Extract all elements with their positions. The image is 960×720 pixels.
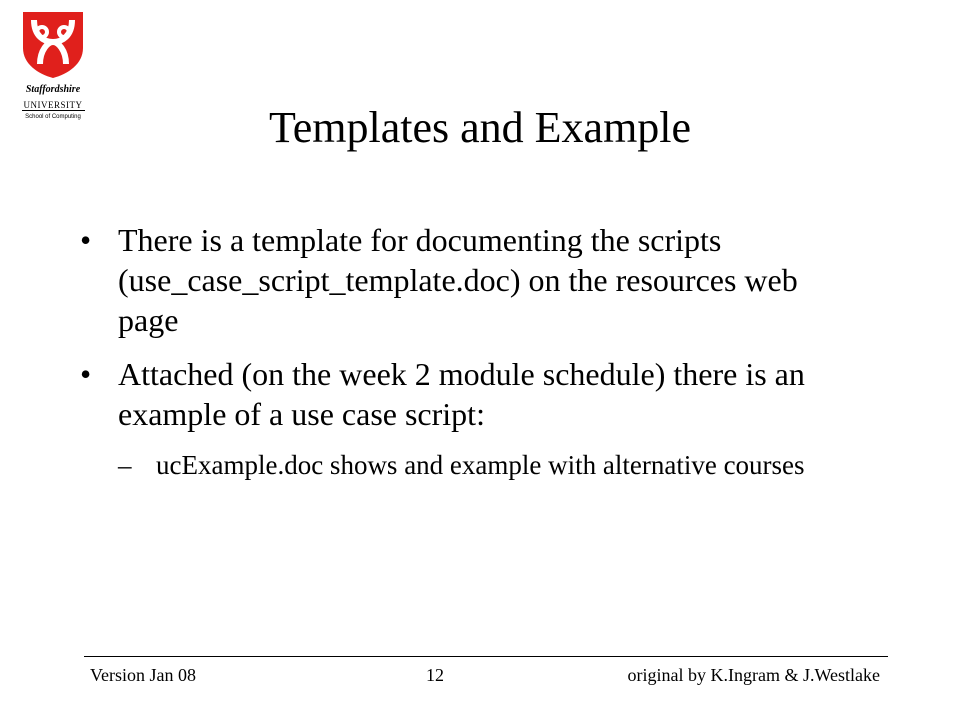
dash-mark: – <box>118 450 132 480</box>
bullet-mark: • <box>80 356 92 392</box>
footer-version: Version Jan 08 <box>90 665 196 685</box>
bullet-mark: • <box>80 222 92 258</box>
logo-name: Staffordshire <box>25 84 81 95</box>
shield-icon <box>20 8 86 80</box>
bullet-text: There is a template for documenting the scripts (use_case_script_template.doc) on the resources web page <box>118 222 798 338</box>
slide-title: Templates and Example <box>268 103 692 152</box>
bullet-item <box>80 220 860 340</box>
logo-school: School of Computing <box>25 114 81 120</box>
sub-bullet-text: ucExample.doc shows and example with alternative courses <box>156 450 805 480</box>
bullet-list <box>80 220 860 482</box>
bullet-item <box>80 354 860 434</box>
page-number: 12 <box>426 665 444 685</box>
bullet-text: Attached (on the week 2 module schedule) there is an example of a use case script: <box>118 356 805 432</box>
sub-bullet-item <box>80 448 860 482</box>
footer-credit: original by K.Ingram & J.Westlake <box>627 665 880 685</box>
logo-university: UNIVERSITY <box>23 100 83 110</box>
footer-divider <box>84 656 888 657</box>
